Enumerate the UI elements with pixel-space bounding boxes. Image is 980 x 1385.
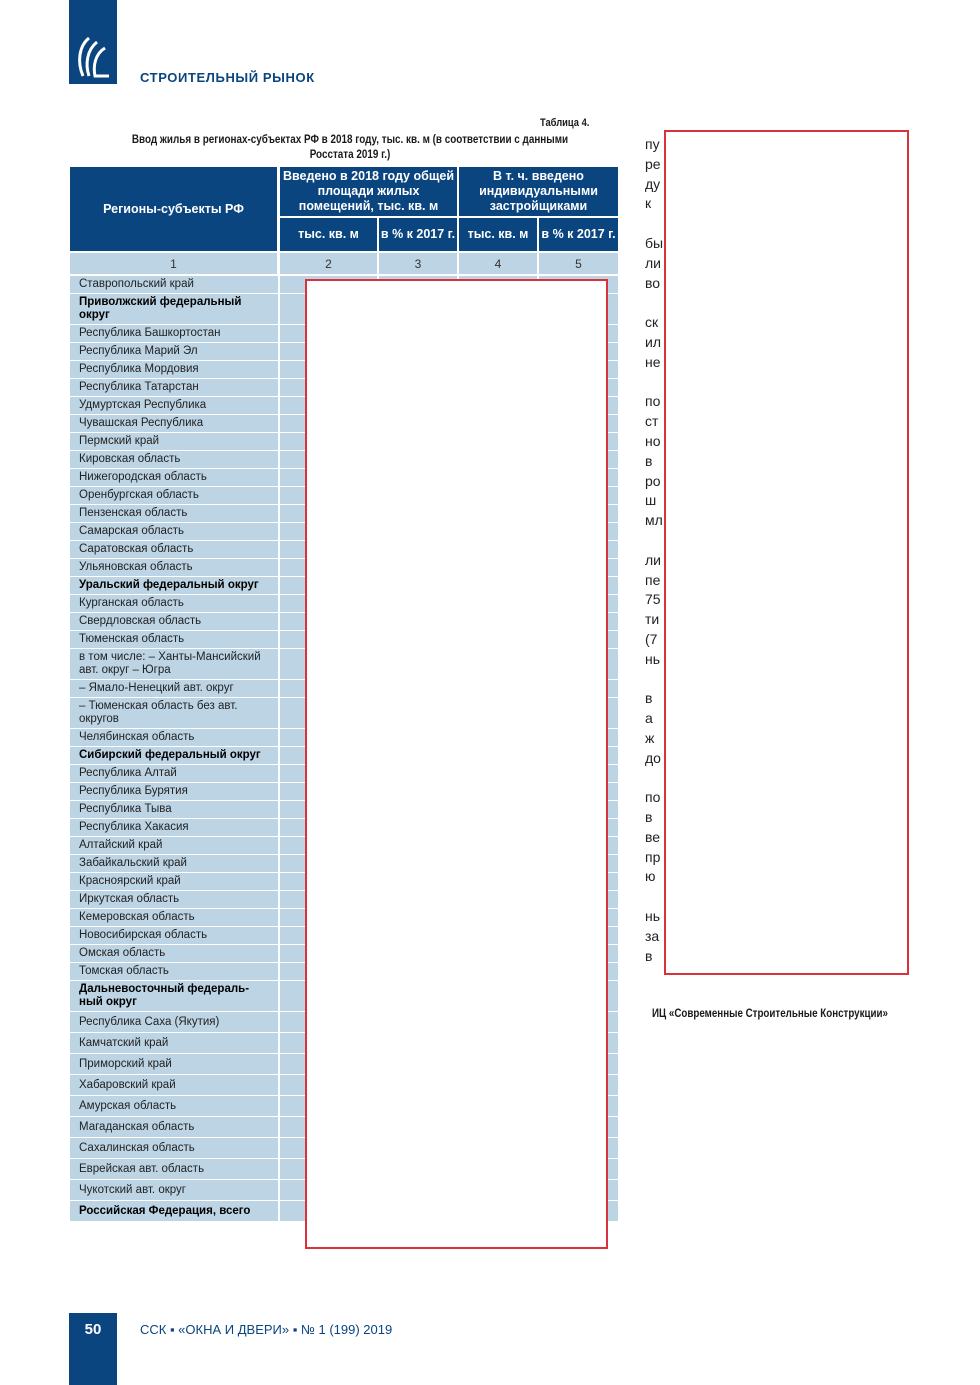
region-name: Саратовская область: [70, 541, 278, 558]
region-name: Республика Мордовия: [70, 361, 278, 378]
text-line-fragment: в: [645, 947, 653, 964]
region-name: Кемеровская область: [70, 909, 278, 926]
region-name: Республика Алтай: [70, 765, 278, 782]
text-line-fragment: а: [645, 710, 653, 727]
region-name: Российская Федерация, всего: [70, 1201, 278, 1221]
redacted-table-values: [305, 279, 608, 1249]
region-name: Республика Тыва: [70, 801, 278, 818]
region-name: Магаданская область: [70, 1117, 278, 1137]
text-line-fragment: ти: [645, 611, 660, 628]
text-line-fragment: пу: [645, 136, 660, 152]
header-sub-2: в % к 2017 г.: [379, 218, 457, 251]
text-line-fragment: во: [645, 274, 661, 291]
text-line-fragment: ск: [645, 314, 659, 331]
text-line-fragment: ли: [645, 551, 661, 568]
text-line-fragment: нь: [645, 650, 661, 667]
region-name: Свердловская область: [70, 613, 278, 630]
text-line-fragment: ю: [645, 868, 656, 885]
region-name: Республика Татарстан: [70, 379, 278, 396]
text-line-fragment: по: [645, 789, 661, 806]
text-line-fragment: к: [645, 195, 652, 212]
region-name: Хабаровский край: [70, 1075, 278, 1095]
header-sub-3: тыс. кв. м: [459, 218, 537, 251]
table-number: Таблица 4.: [540, 117, 590, 129]
region-name: Томская область: [70, 963, 278, 980]
region-name: Ульяновская область: [70, 559, 278, 576]
section-title: СТРОИТЕЛЬНЫЙ РЫНОК: [140, 70, 315, 85]
col-number-5: 5: [539, 253, 618, 274]
region-name: Алтайский край: [70, 837, 278, 854]
region-name: Пермский край: [70, 433, 278, 450]
region-name: Нижегородская область: [70, 469, 278, 486]
region-name: Еврейская авт. область: [70, 1159, 278, 1179]
region-name: Забайкальский край: [70, 855, 278, 872]
logo-block: [69, 0, 117, 84]
header-sub-4: в % к 2017 г.: [539, 218, 618, 251]
region-name: Уральский федеральный округ: [70, 577, 278, 594]
region-name: Приволжский федеральный округ: [70, 294, 278, 324]
region-name: Ставропольский край: [70, 276, 278, 293]
text-line-fragment: мл: [645, 512, 663, 529]
region-name: Республика Бурятия: [70, 783, 278, 800]
region-name: Дальневосточный федераль-ный округ: [70, 981, 278, 1011]
table-header: [70, 167, 618, 251]
region-name: Кировская область: [70, 451, 278, 468]
text-line-fragment: [645, 373, 663, 393]
text-line-fragment: ро: [645, 472, 661, 489]
text-line-fragment: за: [645, 927, 660, 944]
text-line-fragment: бы: [645, 234, 664, 251]
region-name: в том числе: – Ханты-Мансийский авт. округ – Югра: [70, 649, 278, 679]
text-line-fragment: ре: [645, 155, 661, 172]
text-line-fragment: нь: [645, 908, 661, 925]
text-line-fragment: ж: [645, 729, 655, 746]
text-line-fragment: [645, 670, 663, 690]
region-name: Иркутская область: [70, 891, 278, 908]
region-name: Амурская область: [70, 1096, 278, 1116]
text-line-fragment: 75: [645, 591, 661, 608]
text-line-fragment: [645, 887, 663, 907]
text-line-fragment: ве: [645, 828, 661, 845]
region-name: Приморский край: [70, 1054, 278, 1074]
col-number-4: 4: [459, 253, 537, 274]
col-number-2: 2: [280, 253, 377, 274]
text-line-fragment: ду: [645, 175, 661, 192]
region-name: Омская область: [70, 945, 278, 962]
header-region: Регионы-субъекты РФ: [70, 167, 277, 251]
redacted-article-text: [664, 130, 909, 975]
text-line-fragment: пр: [645, 848, 661, 865]
region-name: Челябинская область: [70, 729, 278, 746]
region-name: – Тюменская область без авт. округов: [70, 698, 278, 728]
region-name: Пензенская область: [70, 505, 278, 522]
region-name: Республика Марий Эл: [70, 343, 278, 360]
right-column-text: [645, 135, 663, 966]
text-line-fragment: ли: [645, 254, 661, 271]
text-line-fragment: не: [645, 353, 661, 370]
footer-publication: ССК ▪ «ОКНА И ДВЕРИ» ▪ № 1 (199) 2019: [140, 1322, 393, 1337]
text-line-fragment: по: [645, 393, 661, 410]
page-number: 50: [84, 1321, 102, 1338]
region-name: Удмуртская Республика: [70, 397, 278, 414]
header-total: Введено в 2018 году общей площади жилых помещений, тыс. кв. м: [280, 167, 457, 216]
header-sub-1: тыс. кв. м: [280, 218, 377, 251]
page-number-block: [69, 1313, 117, 1385]
region-name: Камчатский край: [70, 1033, 278, 1053]
region-name: Самарская область: [70, 523, 278, 540]
col-number-1: 1: [70, 253, 277, 274]
region-name: – Ямало-Ненецкий авт. округ: [70, 680, 278, 697]
table-caption: Ввод жилья в регионах-субъектах РФ в 2018 году, тыс. кв. м (в соответствии с данными Росстата 2019 г.): [131, 134, 569, 161]
text-line-fragment: [645, 293, 663, 313]
company-logo-icon: [75, 36, 111, 80]
text-line-fragment: пе: [645, 571, 661, 588]
text-line-fragment: в: [645, 690, 653, 707]
text-line-fragment: (7: [645, 630, 658, 647]
region-name: Курганская область: [70, 595, 278, 612]
region-name: Республика Саха (Якутия): [70, 1012, 278, 1032]
region-name: Республика Хакасия: [70, 819, 278, 836]
text-line-fragment: в: [645, 809, 653, 826]
region-name: Сахалинская область: [70, 1138, 278, 1158]
region-name: Чувашская Республика: [70, 415, 278, 432]
col-number-3: 3: [379, 253, 457, 274]
text-line-fragment: до: [645, 749, 661, 766]
text-line-fragment: [645, 531, 663, 551]
text-line-fragment: [645, 214, 663, 234]
header-individual: В т. ч. введено индивидуальными застройщиками: [459, 167, 618, 216]
region-name: Сибирский федеральный округ: [70, 747, 278, 764]
text-line-fragment: ш: [645, 492, 657, 509]
region-name: Республика Башкортостан: [70, 325, 278, 342]
region-name: Чукотский авт. округ: [70, 1180, 278, 1200]
region-name: Новосибирская область: [70, 927, 278, 944]
text-line-fragment: [645, 769, 663, 789]
text-line-fragment: ст: [645, 413, 659, 430]
region-name: Тюменская область: [70, 631, 278, 648]
region-name: Красноярский край: [70, 873, 278, 890]
article-signature: ИЦ «Современные Строительные Конструкции»: [652, 1008, 888, 1020]
text-line-fragment: в: [645, 452, 653, 469]
region-name: Оренбургская область: [70, 487, 278, 504]
text-line-fragment: ил: [645, 333, 661, 350]
text-line-fragment: но: [645, 432, 661, 449]
